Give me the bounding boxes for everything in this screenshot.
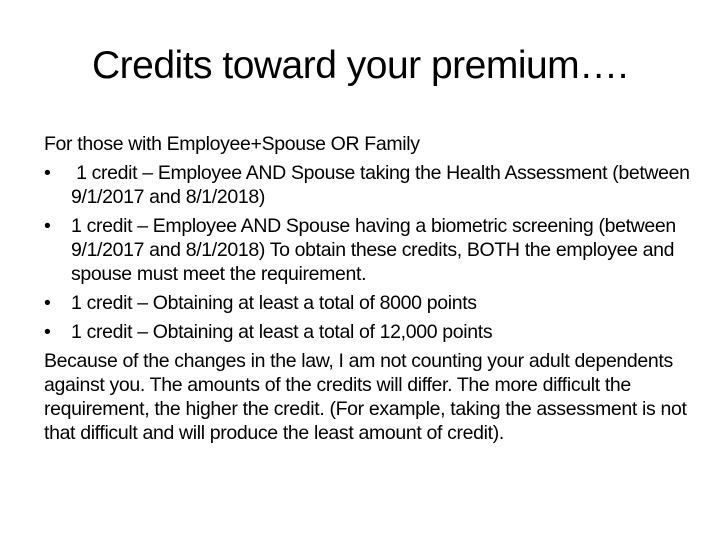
list-item [44,291,714,315]
list-item [44,214,714,286]
bullet-icon: • [44,215,51,237]
bullet-icon: • [44,162,51,184]
list-item [44,320,714,344]
list-item-text: 1 credit – Employee AND Spouse taking the Health Assessment (between 9/1/2017 and 8/1/2018) [71,162,695,208]
intro-text: For those with Employee+Spouse OR Family [44,133,420,155]
credit-list [44,161,714,344]
list-item-text: 1 credit – Obtaining at least a total of 12,000 points [71,321,493,343]
list-item-text: 1 credit – Obtaining at least a total of 8000 points [71,292,477,314]
list-item [44,161,714,209]
slide-title: Credits toward your premium…. [92,44,628,87]
bullet-icon: • [44,292,51,314]
slide-body [44,132,714,445]
closing-paragraph: Because of the changes in the law, I am not counting your adult dependents against you. The amounts of the credits will differ. The more difficult the requirement, the higher the credit. (For example, taking the assessment is not that difficult and will produce the least amount of credit). [44,350,687,444]
bullet-icon: • [44,321,51,343]
list-item-text: 1 credit – Employee AND Spouse having a biometric screening (between 9/1/2017 and 8/1/2018) To obtain these credits, BOTH the employee and spouse must meet the requirement. [71,215,676,285]
